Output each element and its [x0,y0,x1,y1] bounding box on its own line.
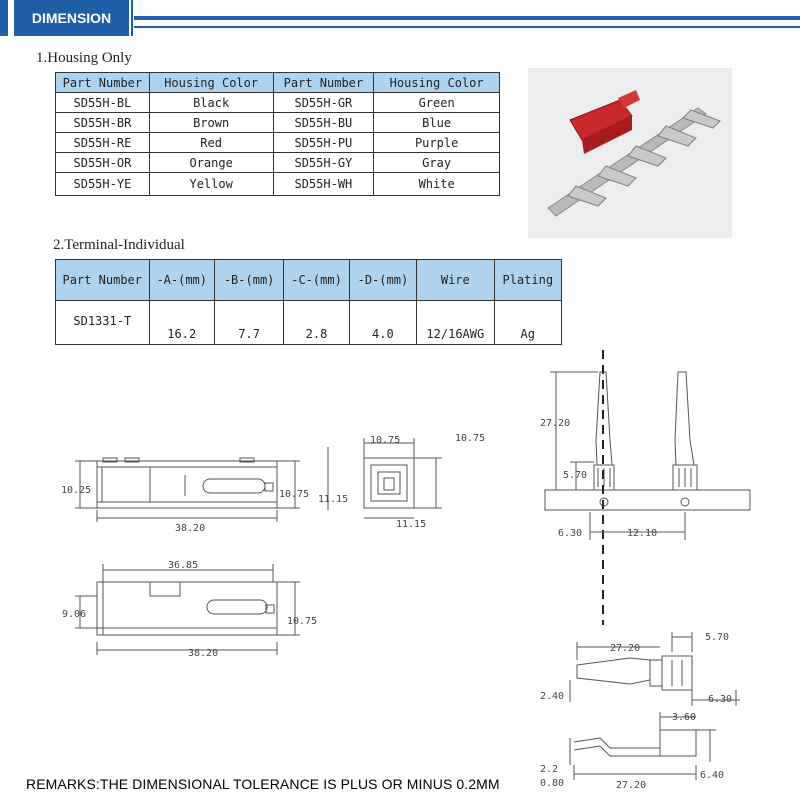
table-cell: 16.2 [149,301,214,345]
table-cell: Orange [149,153,273,173]
table-cell: SD55H-GY [273,153,374,173]
dim-label: 12.10 [627,528,658,539]
dim-label: 10.75 [287,616,318,627]
table-cell: SD55H-GR [273,93,374,113]
terminal-title: 2.Terminal-Individual [53,237,185,253]
dim-label: 2.2 [540,764,559,775]
housing-header-cell: Housing Color [149,73,273,93]
terminal-header-cell: Wire [417,260,494,301]
housing-header-cell: Part Number [56,73,150,93]
dim-label: 5.70 [705,632,730,643]
dim-label: 10.75 [370,435,401,446]
terminal-header-cell: Plating [494,260,561,301]
housing-title: 1.Housing Only [36,50,132,66]
housing-header-cell: Part Number [273,73,374,93]
remarks-text: REMARKS:THE DIMENSIONAL TOLERANCE IS PLUS OR MINUS 0.2MM [26,776,500,792]
table-cell: SD55H-BL [56,93,150,113]
terminal-flat-view [574,730,696,756]
table-cell: Ag [494,301,561,345]
dim-label: 0.80 [540,778,565,789]
table-cell: SD55H-RE [56,133,150,153]
dim-label: 10.75 [279,489,310,500]
terminal-side-view [577,656,692,690]
dim-label: 5.70 [563,470,588,481]
housing-side-view-bottom [97,582,277,635]
dim-label: 9.06 [62,609,87,620]
table-cell: SD55H-PU [273,133,374,153]
table-cell: SD55H-WH [273,173,374,196]
table-cell: SD55H-YE [56,173,150,196]
dim-label: 38.20 [188,648,219,659]
dim-label: 11.15 [396,519,427,530]
dim-label: 3.60 [672,712,697,723]
dim-label: 6.30 [558,528,583,539]
dim-label: 2.40 [540,691,565,702]
dim-label: 6.30 [708,694,733,705]
table-cell: 4.0 [349,301,416,345]
housing-side-view-top [97,458,277,508]
terminal-header-cell: -A-(mm) [149,260,214,301]
table-cell: Gray [374,153,500,173]
dim-label: 36.85 [168,560,199,571]
table-cell: Yellow [149,173,273,196]
dim-label: 27.20 [540,418,571,429]
table-cell: SD55H-BR [56,113,150,133]
table-cell: SD55H-BU [273,113,374,133]
table-cell: Blue [374,113,500,133]
terminal-header-cell: -B-(mm) [214,260,283,301]
table-cell: SD1331-T [56,301,150,345]
header-title: DIMENSION [14,0,129,36]
table-cell: Green [374,93,500,113]
table-cell: 7.7 [214,301,283,345]
dim-label: 38.20 [175,523,206,534]
dim-label: 11.15 [318,494,349,505]
terminal-header-cell: Part Number [56,260,150,301]
table-cell: 2.8 [284,301,349,345]
dim-label: 6.40 [700,770,725,781]
table-cell: Brown [149,113,273,133]
terminal-header-cell: -C-(mm) [284,260,349,301]
dim-label: 10.75 [455,433,486,444]
dim-label: 27.20 [610,643,641,654]
dim-label: 10.25 [61,485,92,496]
table-cell: 12/16AWG [417,301,494,345]
housing-header-cell: Housing Color [374,73,500,93]
terminal-header-cell: -D-(mm) [349,260,416,301]
table-cell: Purple [374,133,500,153]
table-cell: White [374,173,500,196]
table-cell: SD55H-OR [56,153,150,173]
table-cell: Red [149,133,273,153]
table-cell: Black [149,93,273,113]
housing-end-view [364,458,414,508]
dim-label: 27.20 [616,780,647,791]
